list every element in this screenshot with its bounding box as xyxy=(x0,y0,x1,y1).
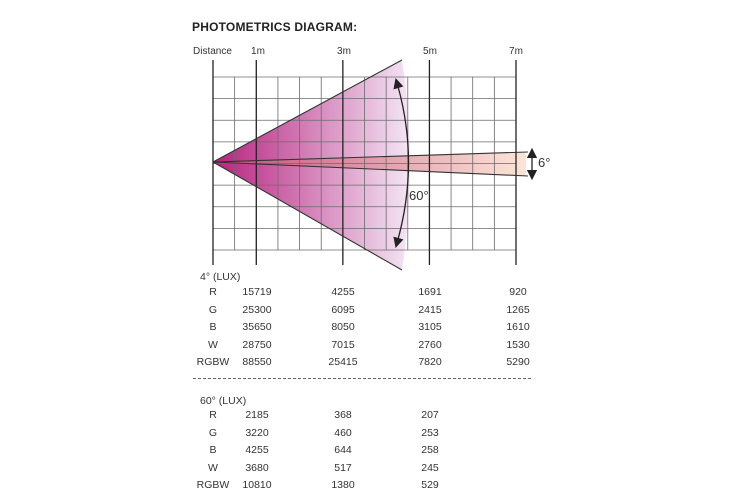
lux-row-label: RGBW xyxy=(196,479,230,491)
lux-value-cell: 3680 xyxy=(245,461,269,474)
lux-value-cell: 644 xyxy=(334,444,352,456)
lux-row-label: RGBW xyxy=(196,356,230,368)
distance-label-3m: 3m xyxy=(337,46,351,57)
lux-value-cell: 253 xyxy=(421,426,439,439)
lux-value-cell: 207 xyxy=(421,409,439,421)
lux-value-cell: 1610 xyxy=(506,321,530,333)
lux-value-cell: 2760 xyxy=(418,338,442,351)
lux-value-cell: 3105 xyxy=(418,321,442,333)
distance-axis-label: Distance xyxy=(193,46,232,57)
lux-value-cell: 4255 xyxy=(331,286,355,298)
lux-value-cell: 1380 xyxy=(331,479,355,491)
lux-value-cell: 3220 xyxy=(245,426,269,439)
lux-value-cell: 7015 xyxy=(331,338,355,351)
lux-value-cell: 88550 xyxy=(242,356,272,368)
lux-row-label: W xyxy=(208,461,218,474)
lux-value-cell: 258 xyxy=(421,444,439,456)
lux-value-cell: 2415 xyxy=(418,303,442,316)
narrow-angle-label: 6° xyxy=(538,155,551,170)
lux-table-label: 60° (LUX) xyxy=(200,395,247,407)
lux-value-cell: 25415 xyxy=(328,356,358,368)
lux-value-cell: 8050 xyxy=(331,321,355,333)
lux-value-cell: 460 xyxy=(334,426,352,439)
lux-row-label: R xyxy=(209,409,217,421)
lux-row-label: R xyxy=(209,286,217,298)
lux-value-cell: 2185 xyxy=(245,409,269,421)
lux-value-cell: 245 xyxy=(421,461,439,474)
lux-row-label: W xyxy=(208,338,218,351)
lux-row-label: G xyxy=(208,426,218,439)
lux-value-cell: 28750 xyxy=(242,338,272,351)
lux-value-cell: 5290 xyxy=(506,356,530,368)
lux-row-label: G xyxy=(208,303,218,316)
lux-value-cell: 529 xyxy=(421,479,439,491)
lux-value-cell: 6095 xyxy=(331,303,355,316)
lux-value-cell: 1691 xyxy=(418,286,442,298)
lux-row-label: B xyxy=(209,321,217,333)
lux-value-cell: 15719 xyxy=(242,286,272,298)
wide-angle-label: 60° xyxy=(409,188,429,203)
lux-value-cell: 1265 xyxy=(506,303,530,316)
distance-label-1m: 1m xyxy=(251,46,265,57)
lux-value-cell: 35650 xyxy=(242,321,272,333)
page-title: PHOTOMETRICS DIAGRAM: xyxy=(192,20,358,34)
lux-value-cell: 7820 xyxy=(418,356,442,368)
distance-label-7m: 7m xyxy=(509,46,523,57)
lux-value-cell: 10810 xyxy=(242,479,272,491)
lux-row-label: B xyxy=(209,444,217,456)
lux-value-cell: 517 xyxy=(334,461,352,474)
lux-table-label: 4° (LUX) xyxy=(200,271,241,283)
lux-value-cell: 1530 xyxy=(506,338,530,351)
lux-value-cell: 920 xyxy=(509,286,527,298)
lux-value-cell: 368 xyxy=(334,409,352,421)
lux-value-cell: 4255 xyxy=(245,444,269,456)
distance-label-5m: 5m xyxy=(423,46,437,57)
section-divider xyxy=(193,378,531,379)
lux-value-cell: 25300 xyxy=(242,303,272,316)
